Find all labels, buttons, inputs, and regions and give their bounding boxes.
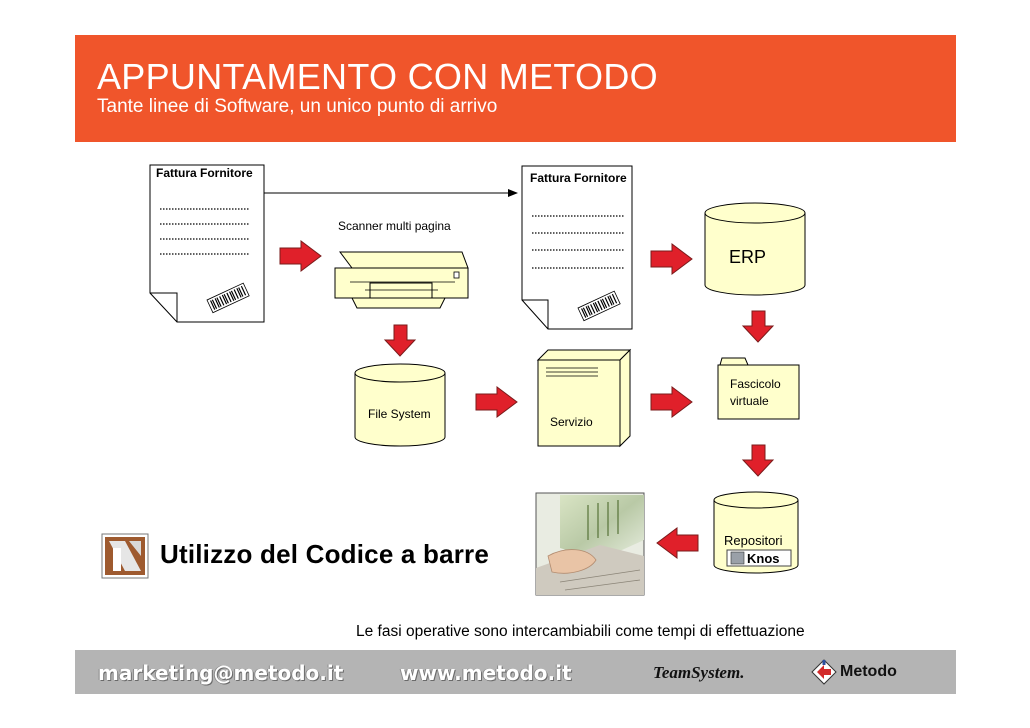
- file-system-cylinder: [355, 364, 445, 446]
- metodo-logo-text: Metodo: [840, 663, 897, 680]
- teamsystem-logo: TeamSystem.: [653, 663, 745, 682]
- keyboard-photo: [536, 493, 644, 595]
- arrow-left-1: [657, 528, 698, 558]
- barcode-section-icon: [102, 534, 148, 578]
- erp-label: ERP: [729, 247, 767, 267]
- scanner-icon: [335, 252, 468, 308]
- bottom-note: Le fasi operative sono intercambiabili come tempi di effettuazione: [356, 623, 805, 640]
- repository-cylinder: [714, 492, 798, 573]
- footer-bar: [75, 650, 956, 694]
- barcode-section-title: Utilizzo del Codice a barre: [160, 539, 490, 569]
- knos-icon: [731, 552, 744, 564]
- invoice-right: [522, 166, 632, 329]
- page-title: APPUNTAMENTO CON METODO: [97, 56, 658, 97]
- arrow-down-1: [385, 325, 415, 356]
- invoice-right-label: Fattura Fornitore: [530, 171, 627, 185]
- arrow-right-1: [280, 241, 321, 271]
- page-subtitle: Tante linee di Software, un unico punto di arrivo: [97, 96, 498, 117]
- arrow-right-4: [651, 244, 692, 274]
- server-icon: [538, 350, 630, 446]
- arrow-right-3: [651, 387, 692, 417]
- invoice-left: [150, 165, 264, 322]
- virtual-folder-icon: [718, 358, 799, 419]
- arrow-right-2: [476, 387, 517, 417]
- arrow-down-3: [743, 445, 773, 476]
- repository-label: Repositori: [724, 533, 783, 548]
- folder-label-line2: virtuale: [730, 394, 769, 408]
- invoice-left-label: Fattura Fornitore: [156, 166, 253, 180]
- arrow-down-2: [743, 311, 773, 342]
- knos-label: Knos: [747, 551, 780, 566]
- service-label: Servizio: [550, 415, 593, 429]
- scanner-label: Scanner multi pagina: [338, 219, 451, 233]
- footer-website-link[interactable]: www.metodo.it: [400, 661, 572, 685]
- file-system-label: File System: [368, 407, 431, 421]
- folder-label-line1: Fascicolo: [730, 377, 781, 391]
- erp-cylinder: [705, 203, 805, 295]
- footer-email-link[interactable]: marketing@metodo.it: [98, 661, 344, 685]
